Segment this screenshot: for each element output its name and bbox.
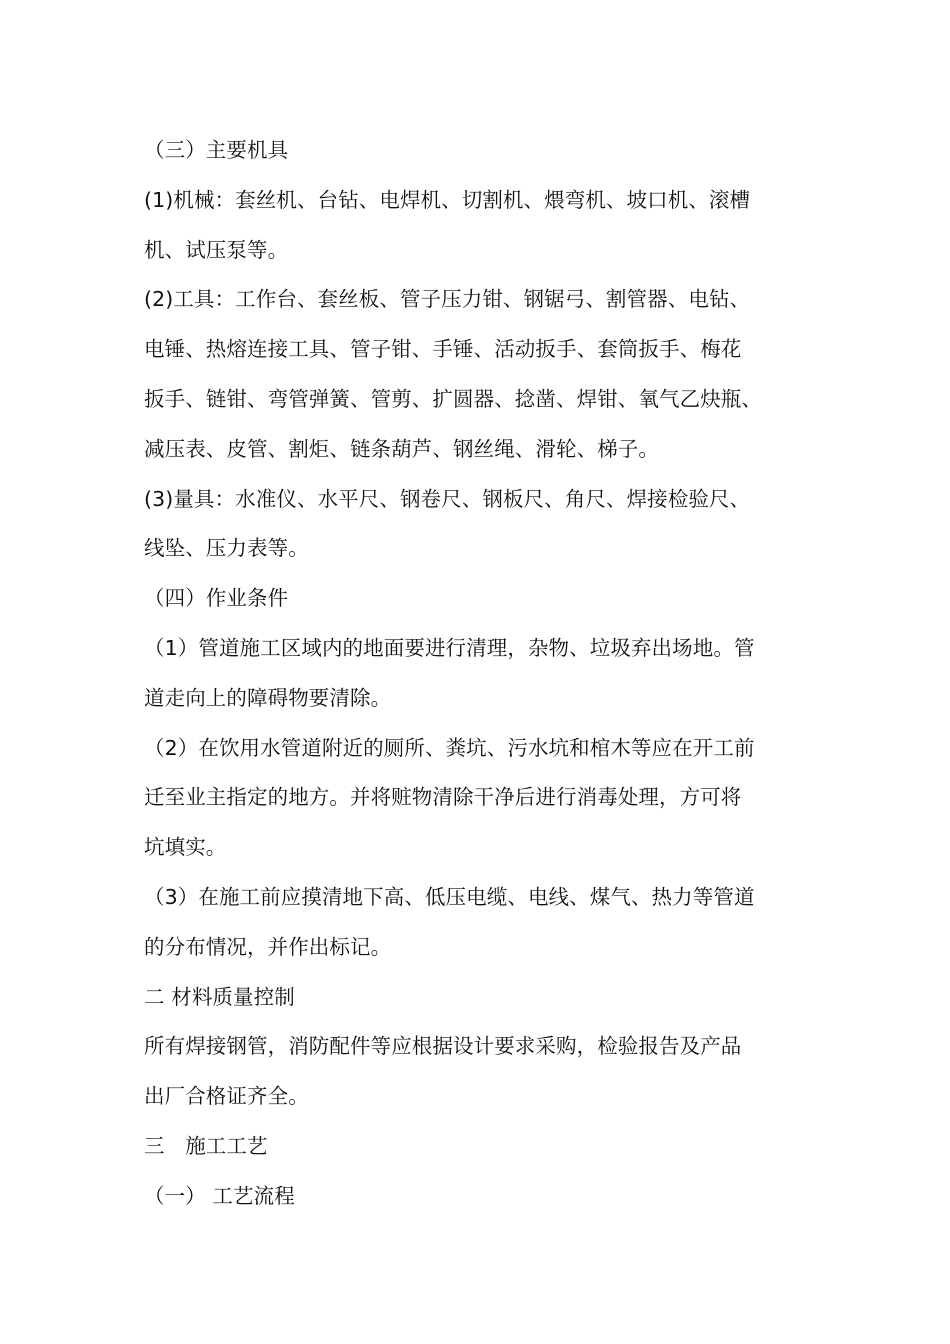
text-tools-line-3: 扳手、链钳、弯管弹簧、管剪、扩圆器、捻凿、焊钳、氧气乙炔瓶、 bbox=[144, 386, 762, 411]
text-material-line-2: 出厂合格证齐全。 bbox=[144, 1084, 309, 1109]
text-condition-3-line-1: （3）在施工前应摸清地下高、低压电缆、电线、煤气、热力等管道 bbox=[144, 884, 755, 909]
text-machinery-line-2: 机、试压泵等。 bbox=[144, 237, 289, 262]
text-tools-line-1: (2)工具：工作台、套丝板、管子压力钳、钢锯弓、割管器、电钻、 bbox=[144, 287, 751, 312]
text-condition-1-line-1: （1）管道施工区域内的地面要进行清理，杂物、垃圾弃出场地。管 bbox=[144, 635, 755, 660]
heading-main-tools: （三）主要机具 bbox=[144, 138, 289, 162]
text-measuring-line-1: (3)量具：水准仪、水平尺、钢卷尺、钢板尺、角尺、焊接检验尺、 bbox=[144, 486, 751, 511]
text-tools-line-4: 减压表、皮管、割炬、链条葫芦、钢丝绳、滑轮、梯子。 bbox=[144, 436, 659, 461]
heading-process-flow: （一） 工艺流程 bbox=[144, 1183, 295, 1208]
text-tools-line-2: 电锤、热熔连接工具、管子钳、手锤、活动扳手、套筒扳手、梅花 bbox=[144, 337, 742, 362]
heading-material-quality: 二 材料质量控制 bbox=[144, 984, 295, 1009]
text-machinery-line-1: (1)机械：套丝机、台钻、电焊机、切割机、煨弯机、坡口机、滚槽 bbox=[144, 187, 751, 212]
heading-construction-process: 三 施工工艺 bbox=[144, 1133, 268, 1158]
text-condition-2-line-1: （2）在饮用水管道附近的厕所、粪坑、污水坑和棺木等应在开工前 bbox=[144, 735, 755, 760]
text-condition-3-line-2: 的分布情况，并作出标记。 bbox=[144, 934, 392, 959]
text-condition-2-line-2: 迁至业主指定的地方。并将赃物清除干净后进行消毒处理，方可将 bbox=[144, 785, 742, 810]
document-body bbox=[144, 126, 824, 1222]
text-condition-2-line-3: 坑填实。 bbox=[144, 835, 227, 860]
text-measuring-line-2: 线坠、压力表等。 bbox=[144, 536, 309, 561]
heading-work-conditions: （四）作业条件 bbox=[144, 586, 289, 611]
text-material-line-1: 所有焊接钢管，消防配件等应根据设计要求采购，检验报告及产品 bbox=[144, 1034, 742, 1059]
text-condition-1-line-2: 道走向上的障碍物要清除。 bbox=[144, 685, 392, 710]
